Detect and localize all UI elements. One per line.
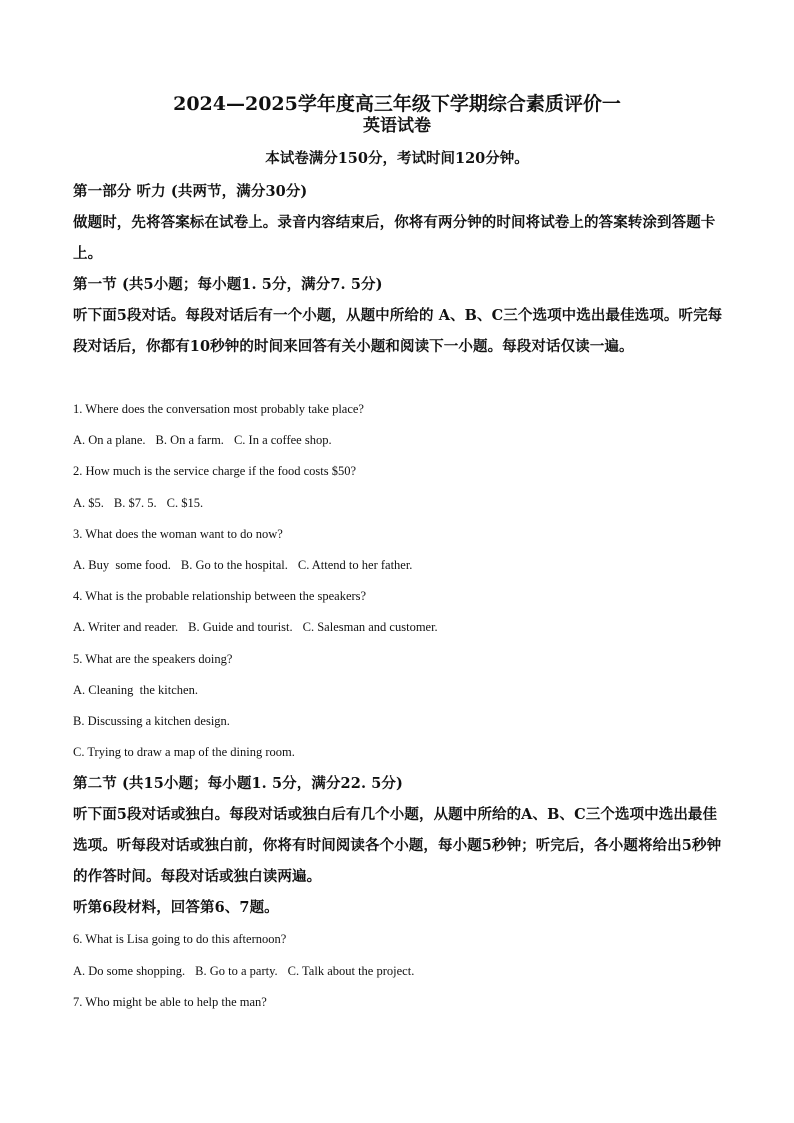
section2-instruction: 听下面5段对话或独白。每段对话或独白后有几个小题，从题中所给的A、B、C三个选项中选出最佳选项。听每段对话或独白前，你将有时间阅读各个小题，每小题5秒钟；听完后，各小题将给出5秒钟的作答时间。每段对话或独白读两遍。 (73, 806, 722, 885)
material6-instruction: 听第6段材料，回答第6、7题。 (73, 899, 279, 916)
option-a: A. Buy some food. (73, 558, 171, 572)
section1-heading: 第一节 (共5小题；每小题1. 5分，满分7. 5分) (73, 276, 383, 293)
part1-heading: 第一部分 听力 (共两节，满分30分) (73, 183, 308, 200)
question-7-stem: 7. Who might be able to help the man? (73, 995, 267, 1009)
option-c: C. Salesman and customer. (302, 620, 438, 634)
question-4-stem: 4. What is the probable relationship between the speakers? (73, 589, 367, 603)
option-b: B. Go to the hospital. (180, 558, 288, 572)
option-c: C. $15. (166, 496, 204, 510)
question-3-options (73, 556, 723, 574)
option-b: B. Go to a party. (195, 964, 278, 978)
option-c: C. Attend to her father. (297, 558, 413, 572)
section1-instruction: 听下面5段对话。每段对话后有一个小题，从题中所给的 A、B、C三个选项中选出最佳选项。听完每段对话后，你都有10秒钟的时间来回答有关小题和阅读下一小题。每段对话仅读一遍。 (73, 307, 723, 355)
option-a: A. Do some shopping. (73, 964, 186, 978)
option-a: A. Writer and reader. (73, 620, 179, 634)
question-1-options (73, 431, 723, 449)
option-c: C. Talk about the project. (287, 964, 415, 978)
question-3-stem: 3. What does the woman want to do now? (73, 527, 283, 541)
exam-info: 本试卷满分150分，考试时间120分钟。 (265, 150, 529, 167)
option-c: C. In a coffee shop. (233, 433, 332, 447)
question-2-stem: 2. How much is the service charge if the food costs $50? (73, 464, 357, 478)
exam-title: 2024—2025学年度高三年级下学期综合素质评价一 (173, 93, 621, 115)
question-5-stem: 5. What are the speakers doing? (73, 652, 233, 666)
option-a: A. $5. (73, 496, 104, 510)
subject-title: 英语试卷 (363, 116, 431, 136)
question-6-options (73, 962, 723, 980)
option-a: A. On a plane. (73, 433, 146, 447)
option-b: B. On a farm. (155, 433, 224, 447)
section2-heading: 第二节 (共15小题；每小题1. 5分，满分22. 5分) (73, 775, 403, 792)
part1-instruction: 做题时，先将答案标在试卷上。录音内容结束后，你将有两分钟的时间将试卷上的答案转涂到答题卡上。 (73, 214, 716, 262)
question-4-options (73, 618, 723, 636)
question-5-option-c: C. Trying to draw a map of the dining room. (73, 745, 295, 759)
question-2-options (73, 494, 723, 512)
option-b: B. Guide and tourist. (188, 620, 293, 634)
question-6-stem: 6. What is Lisa going to do this afternoon? (73, 932, 287, 946)
question-1-stem: 1. Where does the conversation most probably take place? (73, 402, 364, 416)
option-b: B. $7. 5. (113, 496, 157, 510)
question-5-option-b: B. Discussing a kitchen design. (73, 714, 230, 728)
question-5-option-a: A. Cleaning the kitchen. (73, 683, 198, 697)
